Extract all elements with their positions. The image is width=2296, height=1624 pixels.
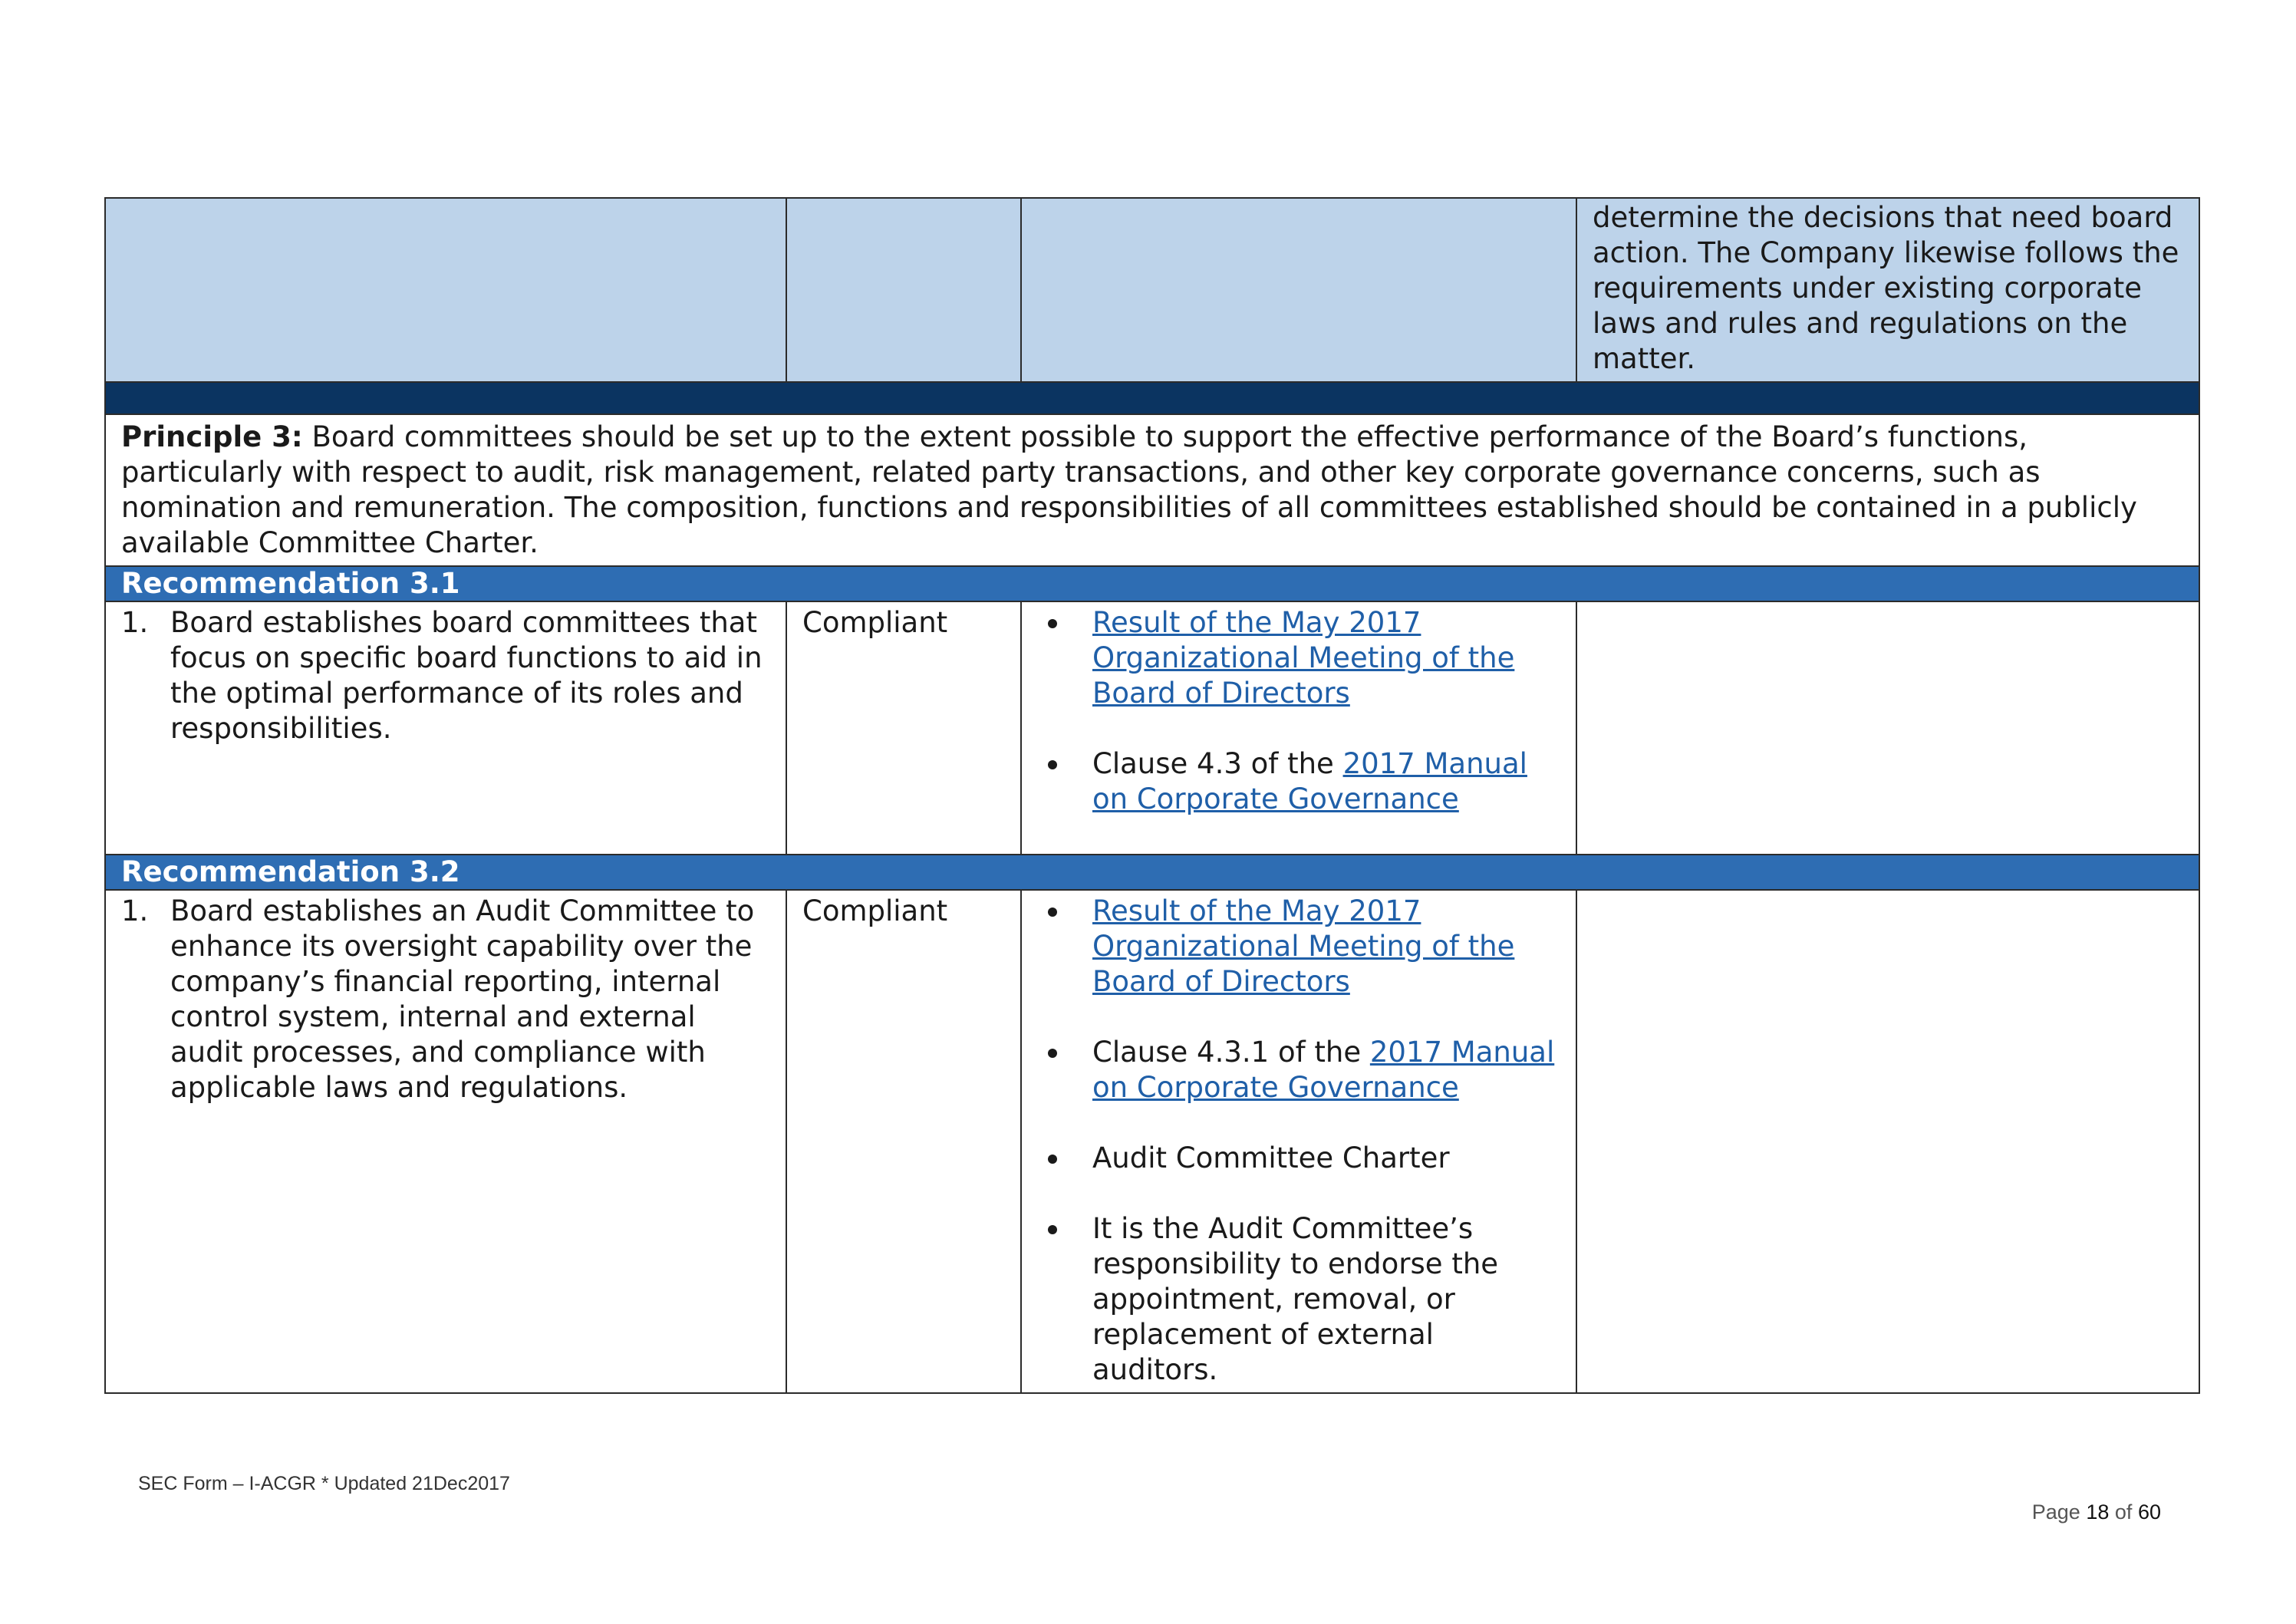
recommendation-title: Recommendation 3.2 — [105, 855, 2199, 890]
recommendation-header — [105, 566, 2199, 601]
status-cell: Compliant — [786, 890, 1021, 1393]
bullet-icon — [1048, 908, 1057, 917]
governance-table — [104, 197, 2200, 1394]
evidence-prefix: Clause 4.3 of the — [1092, 747, 1343, 780]
recommendation-row — [105, 601, 2199, 855]
explanation-cell — [1576, 601, 2199, 855]
evidence-cell — [1021, 601, 1576, 855]
evidence-prefix: Clause 4.3.1 of the — [1092, 1036, 1370, 1069]
bullet-icon — [1048, 1049, 1057, 1058]
divider-bar — [105, 382, 2199, 414]
bullet-icon — [1048, 1225, 1057, 1234]
principle-text: Board committees should be set up to the extent possible to support the effective performance of the Board’s functions, particularly with respect to audit, risk management, related party transactions, and other key corporate governance concerns, such as nomination and remuneration. The composition, functions and responsibilities of all committees established should be contained in a publicly available Committee Charter. — [121, 420, 2137, 559]
evidence-item — [1037, 605, 1562, 711]
organizational-meeting-link[interactable]: Result of the May 2017 Organizational Meeting of the Board of Directors — [1092, 606, 1515, 710]
item-number: 1. — [121, 894, 149, 927]
empty-cell — [786, 198, 1021, 382]
evidence-item — [1037, 1035, 1562, 1105]
evidence-list — [1037, 894, 1562, 1388]
principle-label: Principle 3: — [121, 420, 303, 453]
item-number: 1. — [121, 606, 149, 639]
status-cell: Compliant — [786, 601, 1021, 855]
bullet-icon — [1048, 1155, 1057, 1164]
footer-form-label: SEC Form – I-ACGR * Updated 21Dec2017 — [138, 1473, 510, 1494]
bullet-icon — [1048, 619, 1057, 628]
evidence-item — [1037, 894, 1562, 1000]
page-total: 60 — [2137, 1500, 2161, 1524]
item-text: Board establishes an Audit Committee to enhance its oversight capability over the company’s financial reporting, internal control system, internal and external audit processes, and compliance with applicable laws and regulations. — [170, 894, 755, 1104]
evidence-item — [1037, 1141, 1562, 1176]
continuation-row — [105, 198, 2199, 382]
evidence-item — [1037, 746, 1562, 817]
item-cell — [105, 890, 786, 1393]
bullet-icon — [1048, 760, 1057, 769]
page-number — [2032, 1500, 2161, 1524]
empty-cell — [105, 198, 786, 382]
section-divider — [105, 382, 2199, 414]
evidence-list — [1037, 605, 1562, 817]
recommendation-row — [105, 890, 2199, 1393]
manual-link[interactable]: 2017 Manual on Corporate Governance — [1092, 747, 1527, 815]
recommendation-header — [105, 855, 2199, 890]
recommendation-title: Recommendation 3.1 — [105, 566, 2199, 601]
continuation-text: determine the decisions that need board action. The Company likewise follows the requirements under existing corporate laws and rules and regulations on the matter. — [1576, 198, 2199, 382]
page-of: of — [2114, 1500, 2133, 1524]
evidence-text: It is the Audit Committee’s responsibility to endorse the appointment, removal, or replacement of external auditors. — [1092, 1212, 1499, 1386]
item-text: Board establishes board committees that focus on specific board functions to aid in the optimal performance of its roles and responsibilities. — [170, 606, 763, 745]
principle-row — [105, 414, 2199, 566]
explanation-cell — [1576, 890, 2199, 1393]
organizational-meeting-link[interactable]: Result of the May 2017 Organizational Meeting of the Board of Directors — [1092, 894, 1515, 998]
evidence-cell — [1021, 890, 1576, 1393]
page-current: 18 — [2086, 1500, 2110, 1524]
manual-link[interactable]: 2017 Manual on Corporate Governance — [1092, 1036, 1555, 1104]
empty-cell — [1021, 198, 1576, 382]
page-prefix: Page — [2031, 1500, 2080, 1524]
evidence-text: Audit Committee Charter — [1092, 1141, 1450, 1174]
evidence-item — [1037, 1211, 1562, 1388]
item-cell — [105, 601, 786, 855]
principle-cell — [105, 414, 2199, 566]
